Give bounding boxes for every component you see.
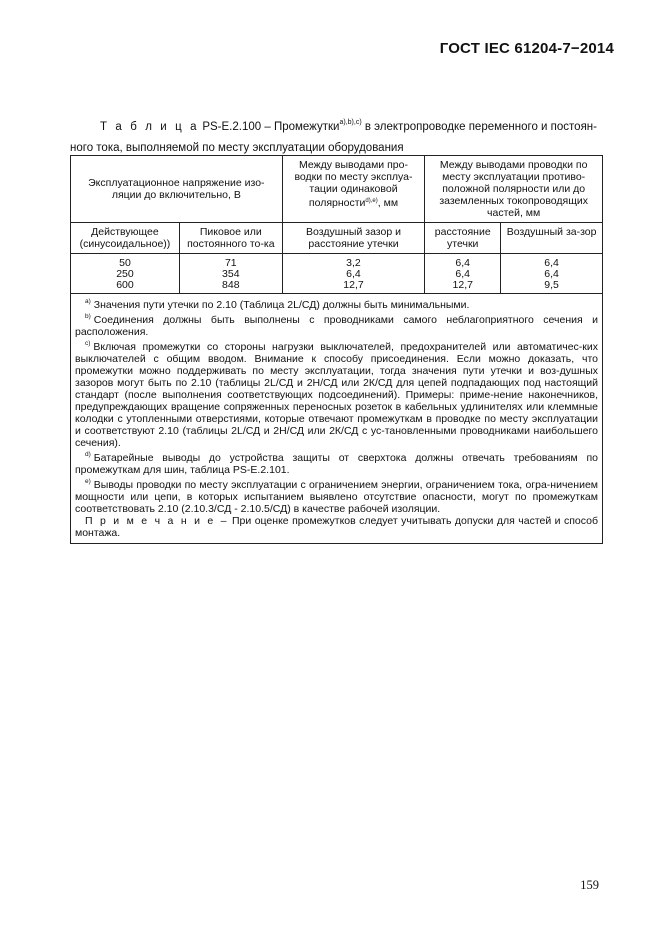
header-creepage: расстояние утечки bbox=[425, 223, 501, 254]
table-cell: 354 bbox=[222, 268, 240, 280]
header-same-polarity: Между выводами про-водки по месту эксплуа-тации одинаковой полярности$^{d),e)}$, мм bbox=[282, 156, 425, 223]
table-notes bbox=[71, 294, 603, 544]
header-peak: Пиковое или постоянного то-ка bbox=[179, 223, 282, 254]
caption-title-line2: ного тока, выполняемой по месту эксплуатации оборудования bbox=[70, 142, 404, 154]
table-cell: 6,4 bbox=[544, 257, 559, 269]
table-cell: 848 bbox=[222, 279, 240, 291]
footnote-b: $^{b)}$ Соединения должны быть выполнены с проводниками самого неблагоприятного сечения и расположения. bbox=[75, 313, 598, 338]
caption-refs: a),b),c) bbox=[339, 119, 362, 126]
footnote-a: $^{a)}$ Значения пути утечки по 2.10 (Таблица 2L/СД) должны быть минимальными. bbox=[85, 298, 470, 311]
clearance-table bbox=[70, 155, 603, 544]
table-cell: 12,7 bbox=[452, 279, 473, 291]
caption-dash: – bbox=[264, 121, 271, 133]
caption-title-part1: Промежутки bbox=[273, 121, 340, 133]
col-peak bbox=[179, 254, 282, 294]
col-rms bbox=[71, 254, 180, 294]
table-data-block bbox=[71, 254, 603, 294]
caption-title-part2: в электропроводке переменного и постоян- bbox=[364, 121, 597, 133]
footnote-c: $^{c)}$ Включая промежутки со стороны нагрузки выключателей, предохранителей или автоматичес-ких выключателей с общим вводом. Внимание к способу присоединения. Если можно доказать, что промежутки можно поддерживать по месту эксплуатации, тогда значения пути утечки и воз-душных зазоров могут быть по 2.10 (таблицы 2L/СД и 2Н/СД или 2К/СД для цепей подпадающих под настоящий стандарт (после выполнения соответствующих подсоединений). Примеры: приме-нение наконечников, предупреждающих вращение сопряженных переносных розеток в кабельных удлинителях или клеммные колодки с утопленными отверстиями, которые отвечают промежуткам в проводке по месту эксплуатации и соответствуют 2.10 (таблицы 2L/СД и 2Н/СД или 2К/СД с ус-тановленными проводниками наибольшего сечения). bbox=[75, 340, 598, 449]
table-cell: 6,4 bbox=[455, 257, 471, 269]
header-rms: Действующее (синусоидальное)) bbox=[71, 223, 180, 254]
col-creepage bbox=[425, 254, 501, 294]
table-cell: 6,4 bbox=[455, 268, 471, 280]
table-remark: П р и м е ч а н и е – При оценке промежутков следует учитывать допуски для частей и способ монтажа. bbox=[75, 515, 598, 539]
table-cell: 9,5 bbox=[544, 279, 559, 291]
table-cell: 3,2 bbox=[346, 257, 361, 269]
header-opposite-polarity: Между выводами проводки по месту эксплуатации противо-положной полярности или до заземленных токопроводящих частей, мм bbox=[425, 156, 603, 223]
header-voltage-group: Эксплуатационное напряжение изо-ляции до включительно, В bbox=[71, 156, 283, 223]
footnote-e: $^{e)}$ Выводы проводки по месту эксплуатации с ограничением энергии, ограничением тока, огра-ничением мощности или цепи, в которых испытанием выявлено отсутствие опасности, могут по промежуткам соответствовать 2.10 (2.10.3/СД - 2.10.5/СД) в качестве рабочей изоляции. bbox=[75, 478, 598, 515]
caption-label: Т а б л и ц а bbox=[100, 121, 200, 133]
table-cell: 6,4 bbox=[346, 268, 361, 280]
table-cell: 6,4 bbox=[544, 268, 559, 280]
header-clearance: Воздушный за-зор bbox=[501, 223, 603, 254]
table-cell: 50 bbox=[119, 257, 131, 269]
caption-number: PS-E.2.100 bbox=[202, 121, 262, 133]
footnote-d: $^{d)}$ Батарейные выводы до устройства защиты от сверхтока должны отвечать требованиям по промежуткам для шин, таблица PS-E.2.101. bbox=[75, 451, 598, 476]
table-caption bbox=[70, 112, 603, 159]
table-cell: 71 bbox=[224, 257, 237, 269]
header-clearance-creepage: Воздушный зазор и расстояние утечки bbox=[282, 223, 425, 254]
standard-code: ГОСТ IEC 61204-7−2014 bbox=[439, 40, 614, 57]
table-cell: 600 bbox=[116, 279, 134, 291]
page-number: 159 bbox=[580, 878, 599, 892]
col-clearance bbox=[501, 254, 603, 294]
col-same-polarity bbox=[282, 254, 425, 294]
table-cell: 250 bbox=[116, 268, 134, 280]
table-cell: 12,7 bbox=[343, 279, 364, 291]
